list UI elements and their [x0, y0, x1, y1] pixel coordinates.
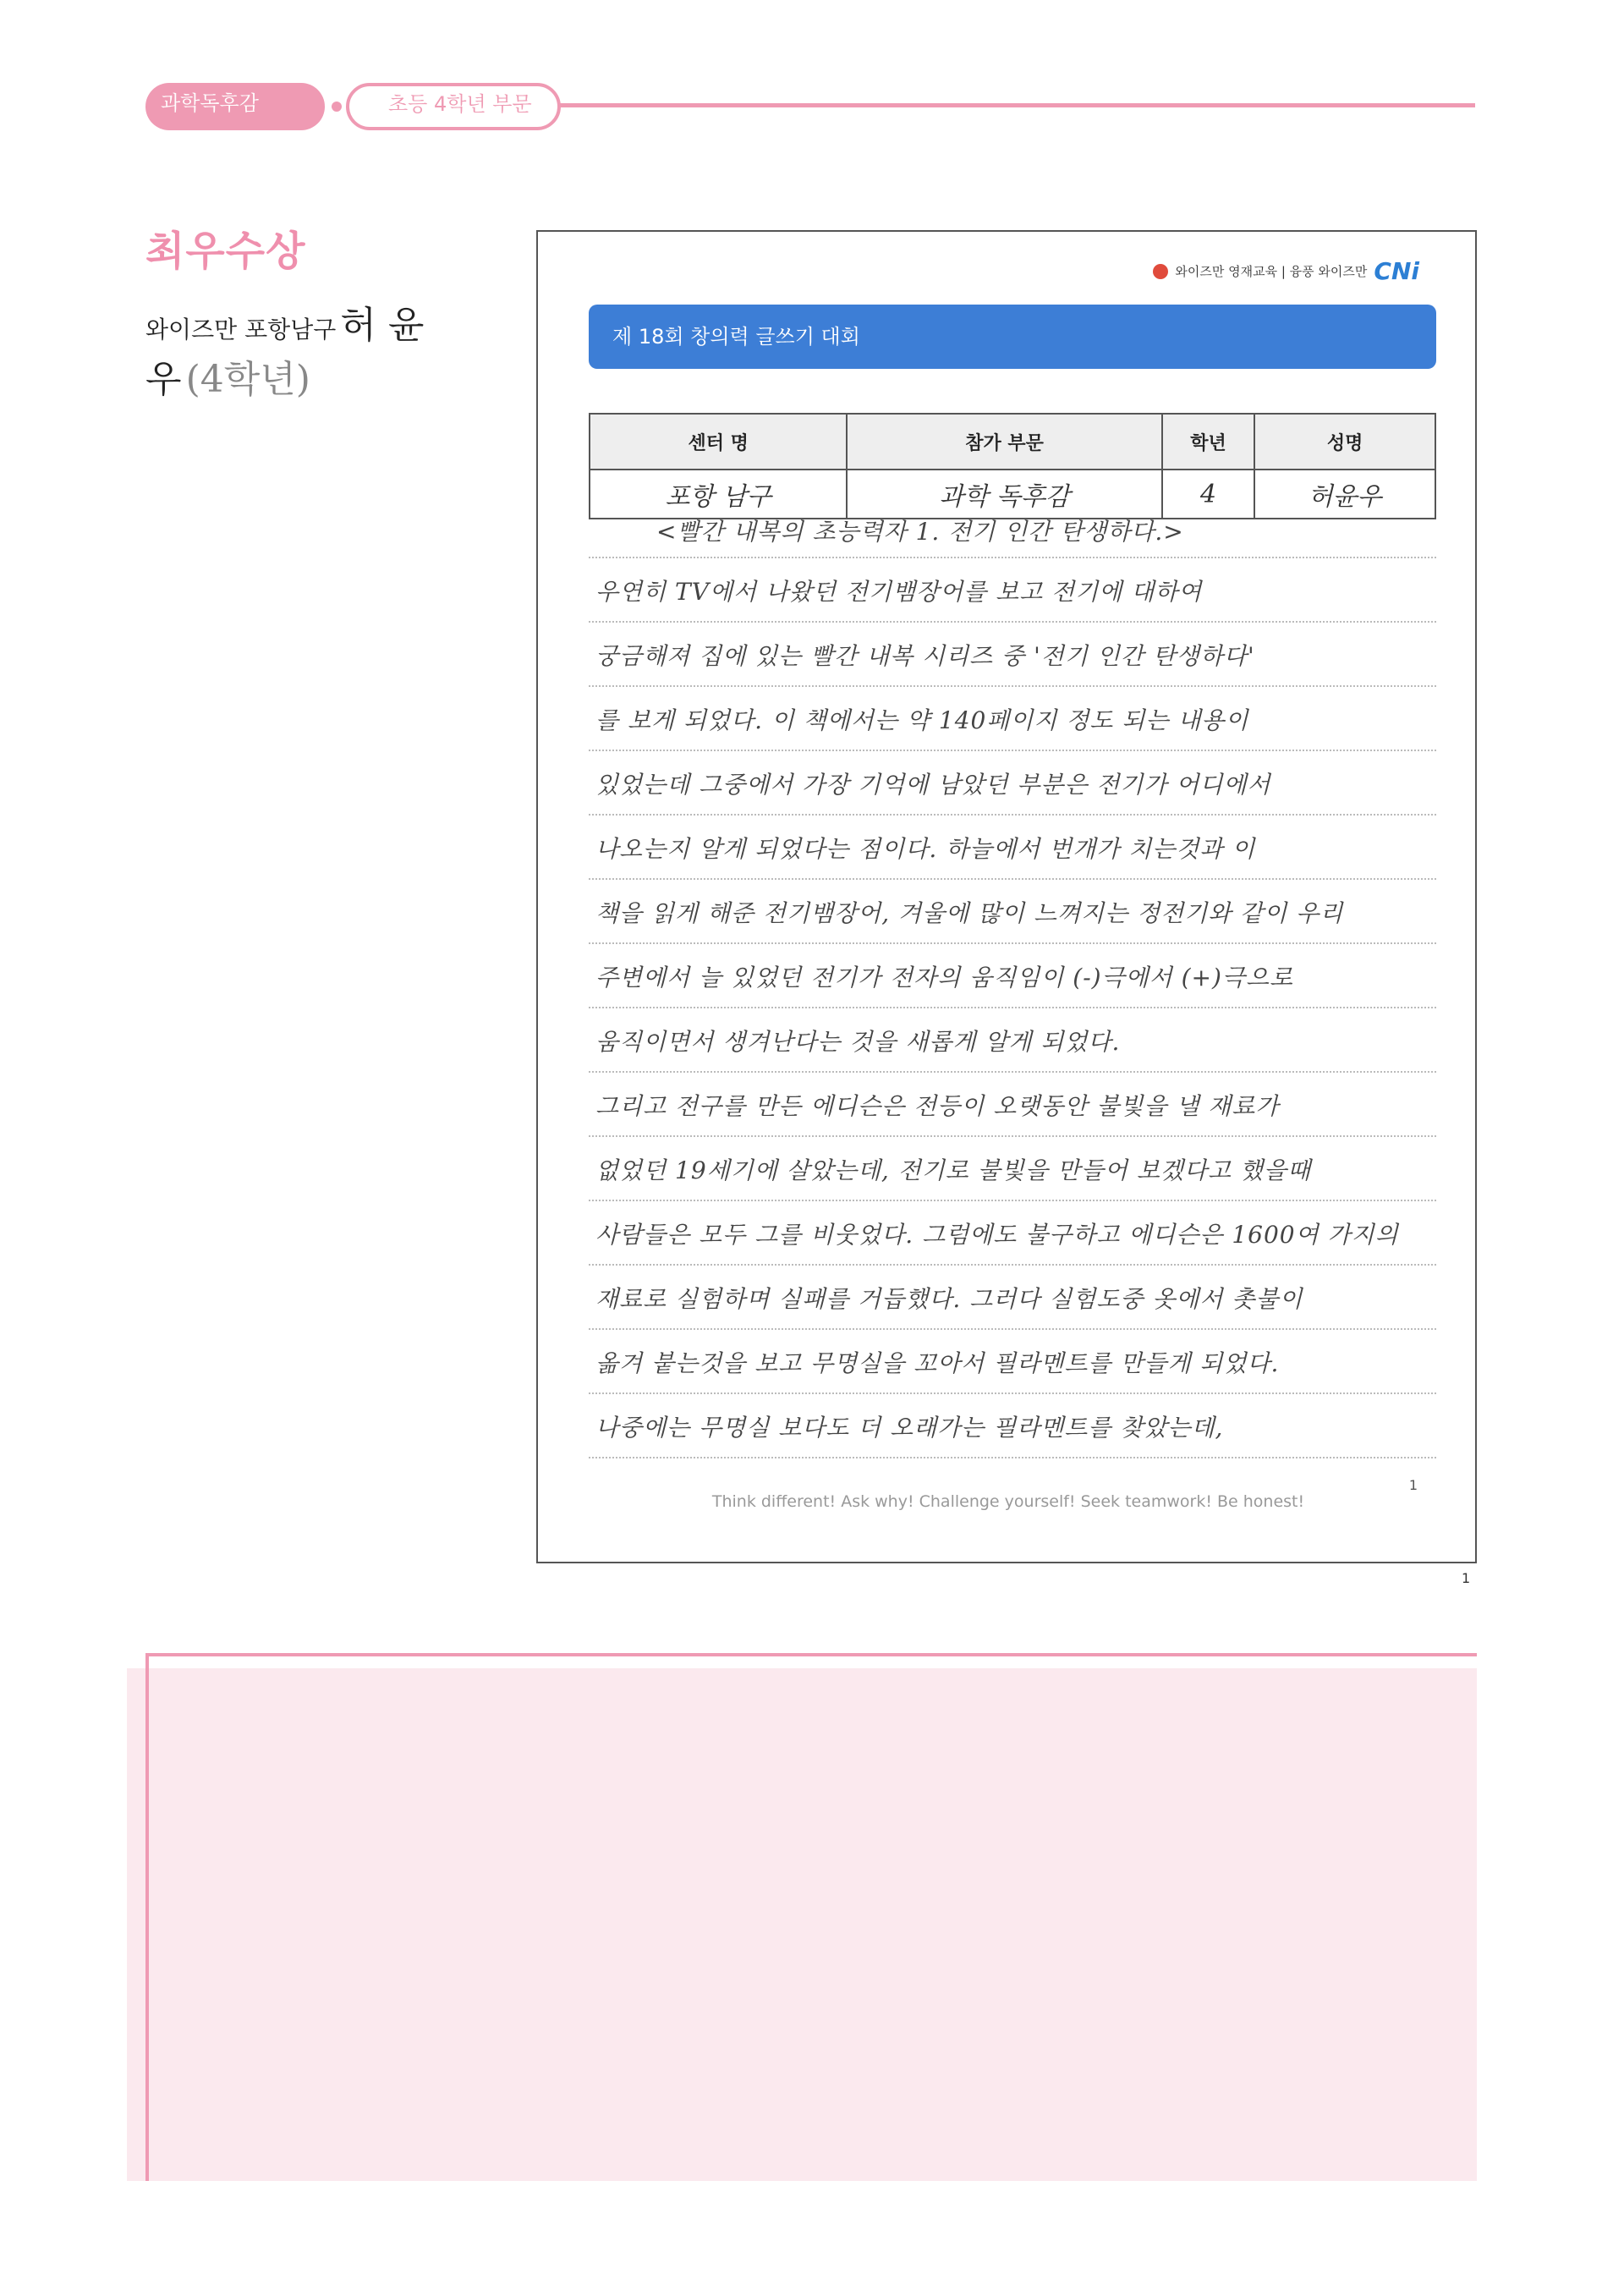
value-division: 과학 독후감 [847, 470, 1161, 519]
essay-line: 주변에서 늘 있었던 전기가 전자의 움직임이 (-)극에서 (+)극으로 [589, 944, 1436, 1008]
entry-info-header-row [590, 414, 1435, 470]
handwritten-essay [589, 511, 1436, 1458]
essay-line: 궁금해져 집에 있는 빨간 내복 시리즈 중 '전기 인간 탄생하다' [589, 623, 1436, 687]
winner-info [145, 294, 425, 403]
essay-line: 사람들은 모두 그를 비웃었다. 그럼에도 불구하고 에디슨은 1600여 가지의 [589, 1201, 1436, 1266]
essay-line: 있었는데 그중에서 가장 기억에 남았던 부분은 전기가 어디에서 [589, 751, 1436, 816]
winner-grade: (4학년) [185, 358, 310, 401]
header-division: 참가 부문 [847, 414, 1161, 470]
category-badge: 과학독후감 [145, 83, 325, 130]
essay-line: 우연히 TV에서 나왔던 전기뱀장어를 보고 전기에 대하여 [589, 558, 1436, 623]
winner-center: 와이즈만 포항남구 [145, 316, 337, 343]
header-center: 센터 명 [590, 414, 847, 470]
panel-top-rule [145, 1653, 1477, 1656]
essay-line: 그리고 전구를 만든 에디슨은 전등이 오랫동안 불빛을 낼 재료가 [589, 1073, 1436, 1137]
motto: Think different! Ask why! Challenge yourself! Seek teamwork! Be honest! [711, 1492, 1305, 1511]
cni-logo: CNi [1374, 257, 1419, 285]
header-rule [558, 103, 1475, 107]
value-name: 허윤우 [1254, 470, 1435, 519]
entry-info-table [589, 413, 1436, 519]
essay-title-line: <빨간 내복의 초능력자 1. 전기 인간 탄생하다.> [589, 511, 1436, 558]
header-grade: 학년 [1162, 414, 1254, 470]
header-name: 성명 [1254, 414, 1435, 470]
essay-line: 책을 읽게 해준 전기뱀장어, 겨울에 많이 느껴지는 정전기와 같이 우리 [589, 880, 1436, 944]
essay-line: 나중에는 무명실 보다도 더 오래가는 필라멘트를 찾았는데, [589, 1394, 1436, 1458]
sponsor-logo-text: 와이즈만 영재교육 | 융풍 와이즈만 [1175, 264, 1368, 279]
flower-icon [1153, 264, 1168, 279]
panel-left-rule [145, 1653, 149, 2181]
essay-line: 옮겨 붙는것을 보고 무명실을 꼬아서 필라멘트를 만들게 되었다. [589, 1330, 1436, 1394]
division-badge: 초등 4학년 부문 [346, 83, 561, 130]
page-number: 1 [1462, 1570, 1471, 1586]
sheet-page-number: 1 [1408, 1477, 1418, 1493]
header-dot [332, 102, 342, 112]
contest-title: 제 18회 창의력 글쓰기 대회 [589, 305, 1436, 369]
sponsor-logo [1153, 257, 1419, 285]
essay-line: 없었던 19세기에 살았는데, 전기로 불빛을 만들어 보겠다고 했을때 [589, 1137, 1436, 1201]
essay-line: 를 보게 되었다. 이 책에서는 약 140페이지 정도 되는 내용이 [589, 687, 1436, 751]
essay-line: 재료로 실험하며 실패를 거듭했다. 그러다 실험도중 옷에서 촛불이 [589, 1266, 1436, 1330]
award-title: 최우수상 [145, 228, 306, 275]
value-grade: 4 [1162, 470, 1254, 519]
essay-line: 나오는지 알게 되었다는 점이다. 하늘에서 번개가 치는것과 이 [589, 816, 1436, 880]
essay-line: 움직이면서 생겨난다는 것을 새롭게 알게 되었다. [589, 1008, 1436, 1073]
next-entry-panel [127, 1668, 1477, 2181]
winner-name: 허 윤 우 [145, 304, 425, 401]
essay-sheet [536, 230, 1477, 1563]
value-center: 포항 남구 [590, 470, 847, 519]
